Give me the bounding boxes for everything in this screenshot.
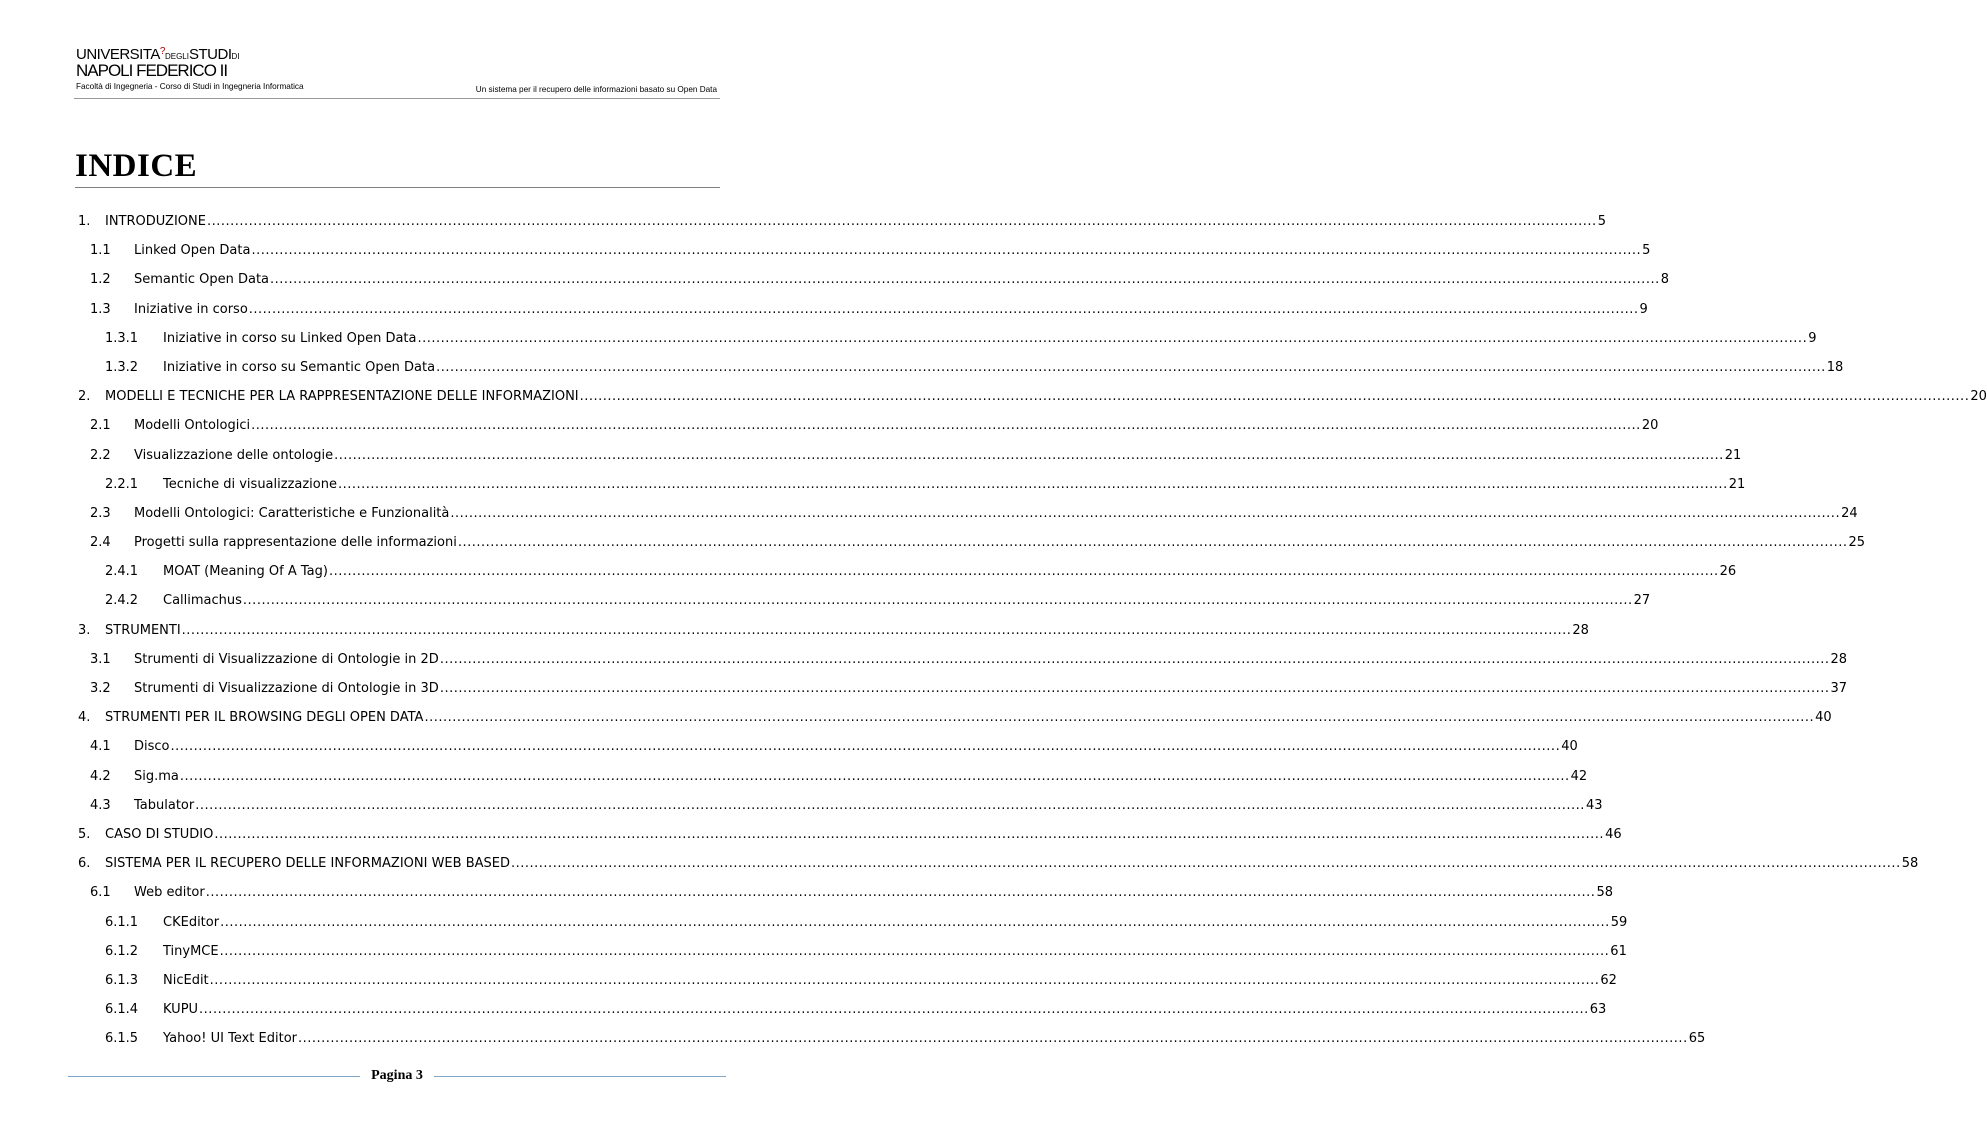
logo-text-degli: DEGLI xyxy=(164,52,189,61)
toc-entry-number: 3.1 xyxy=(90,651,111,667)
toc-entry-page: 28 xyxy=(1830,651,1848,667)
toc-dot-leader: ............................................................................................................................................................................................................................................................................................................ xyxy=(206,214,1597,229)
toc-entry-number: 2.4 xyxy=(90,535,111,551)
toc-entry[interactable] xyxy=(75,556,1737,585)
toc-dot-leader: ............................................................................................................................................................................................................................................................................................................ xyxy=(457,535,1848,551)
toc-entry-page: 65 xyxy=(1688,1031,1706,1047)
toc-entry[interactable] xyxy=(75,731,1578,760)
university-logo-line2: NAPOLI FEDERICO II xyxy=(76,61,228,80)
toc-entry-page: 8 xyxy=(1660,272,1669,288)
toc-entry-title: TinyMCE xyxy=(163,943,219,959)
toc-entry-number: 6. xyxy=(78,856,91,872)
toc-entry-page: 20 xyxy=(1970,389,1987,405)
toc-entry-title: Progetti sulla rappresentazione delle informazioni xyxy=(134,535,457,551)
toc-entry[interactable] xyxy=(75,1023,1706,1052)
toc-entry[interactable] xyxy=(75,527,1866,556)
toc-entry-number: 3.2 xyxy=(90,681,111,696)
toc-entry-number: 4.2 xyxy=(90,768,111,784)
toc-entry[interactable] xyxy=(75,206,1606,235)
toc-entry-number: 6.1.5 xyxy=(105,1031,139,1047)
toc-entry-page: 40 xyxy=(1815,710,1832,726)
toc-entry[interactable] xyxy=(75,644,1848,673)
toc-entry[interactable] xyxy=(75,615,1589,644)
toc-dot-leader: ............................................................................................................................................................................................................................................................................................................ xyxy=(439,681,1830,696)
toc-entry-page: 20 xyxy=(1641,418,1659,434)
toc-dot-leader: ............................................................................................................................................................................................................................................................................................................ xyxy=(179,768,1570,784)
toc-dot-leader: ............................................................................................................................................................................................................................................................................................................ xyxy=(417,330,1808,346)
logo-text-universita: UNIVERSITA xyxy=(76,46,160,63)
toc-entry-title: Tecniche di visualizzazione xyxy=(163,476,337,492)
toc-entry-page: 63 xyxy=(1589,1002,1607,1018)
table-of-contents xyxy=(75,206,1987,1052)
toc-entry-number: 1. xyxy=(78,214,91,229)
faculty-text: Facoltà di Ingegneria - Corso di Studi in Ingegneria Informatica xyxy=(76,82,304,91)
toc-entry-title: Disco xyxy=(134,739,170,755)
toc-entry-page: 62 xyxy=(1600,972,1617,988)
toc-dot-leader: ............................................................................................................................................................................................................................................................................................................ xyxy=(439,651,1830,667)
toc-entry-title: MOAT (Meaning Of A Tag) xyxy=(163,564,328,580)
toc-dot-leader: ............................................................................................................................................................................................................................................................................................................ xyxy=(195,797,1585,813)
toc-dot-leader: ............................................................................................................................................................................................................................................................................................................ xyxy=(209,972,1600,988)
toc-entry[interactable] xyxy=(75,440,1742,469)
toc-entry-title: STRUMENTI PER IL BROWSING DEGLI OPEN DATA xyxy=(105,710,424,726)
toc-entry[interactable] xyxy=(75,235,1651,264)
toc-entry-page: 24 xyxy=(1841,505,1858,521)
toc-entry-number: 1.1 xyxy=(90,243,111,259)
toc-entry[interactable] xyxy=(75,469,1746,498)
toc-dot-leader: ............................................................................................................................................................................................................................................................................................................ xyxy=(242,593,1633,609)
logo-mark-icon: ? xyxy=(159,46,165,57)
toc-entry[interactable] xyxy=(75,790,1603,819)
toc-entry[interactable] xyxy=(75,848,1919,877)
toc-entry-title: CASO DI STUDIO xyxy=(105,826,214,842)
toc-entry[interactable] xyxy=(75,907,1628,936)
toc-entry-page: 46 xyxy=(1605,826,1622,842)
toc-entry[interactable] xyxy=(75,323,1817,352)
toc-entry[interactable] xyxy=(75,761,1588,790)
toc-entry-page: 25 xyxy=(1848,535,1866,551)
toc-entry[interactable] xyxy=(75,994,1607,1023)
toc-entry-number: 2.2.1 xyxy=(105,476,139,492)
toc-entry[interactable] xyxy=(75,936,1627,965)
toc-dot-leader: ............................................................................................................................................................................................................................................................................................................ xyxy=(170,739,1561,755)
toc-entry-title: NicEdit xyxy=(163,972,209,988)
toc-entry-title: Semantic Open Data xyxy=(134,272,270,288)
toc-entry-number: 4. xyxy=(78,710,91,726)
page-header xyxy=(74,44,720,99)
title-divider xyxy=(75,187,720,188)
toc-entry-page: 5 xyxy=(1597,214,1606,229)
toc-entry[interactable] xyxy=(75,352,1844,381)
toc-entry-page: 27 xyxy=(1633,593,1651,609)
toc-entry-page: 5 xyxy=(1642,243,1651,259)
logo-text-di: DI xyxy=(231,52,240,61)
toc-entry-title: Yahoo! UI Text Editor xyxy=(163,1031,297,1047)
toc-entry[interactable] xyxy=(75,702,1832,731)
page-title: INDICE xyxy=(75,148,198,184)
toc-entry[interactable] xyxy=(75,264,1669,293)
toc-entry-page: 9 xyxy=(1808,330,1817,346)
toc-entry-number: 2.3 xyxy=(90,505,111,521)
toc-entry-number: 2. xyxy=(78,389,91,405)
toc-entry-title: KUPU xyxy=(163,1002,199,1018)
toc-entry[interactable] xyxy=(75,498,1858,527)
toc-entry-page: 59 xyxy=(1610,914,1628,930)
toc-entry-title: Iniziative in corso su Linked Open Data xyxy=(163,330,417,346)
toc-dot-leader: ............................................................................................................................................................................................................................................................................................................ xyxy=(220,914,1610,930)
toc-dot-leader: ............................................................................................................................................................................................................................................................................................................ xyxy=(205,885,1596,901)
toc-entry-number: 1.3.1 xyxy=(105,330,139,346)
toc-entry[interactable] xyxy=(75,965,1617,994)
toc-dot-leader: ............................................................................................................................................................................................................................................................................................................ xyxy=(270,272,1660,288)
toc-entry-title: STRUMENTI xyxy=(105,622,181,638)
toc-entry-page: 42 xyxy=(1570,768,1588,784)
toc-entry-number: 4.3 xyxy=(90,797,111,813)
toc-entry-page: 26 xyxy=(1719,564,1737,580)
toc-entry-number: 6.1.2 xyxy=(105,943,139,959)
toc-entry-number: 6.1.4 xyxy=(105,1002,139,1018)
toc-entry-number: 2.4.2 xyxy=(105,593,139,609)
toc-entry-title: Strumenti di Visualizzazione di Ontologie in 3D xyxy=(134,681,439,696)
toc-entry-number: 3. xyxy=(78,622,91,638)
document-subtitle: Un sistema per il recupero delle informazioni basato su Open Data xyxy=(475,85,717,94)
toc-entry-page: 21 xyxy=(1728,476,1746,492)
toc-dot-leader: ............................................................................................................................................................................................................................................................................................................ xyxy=(511,856,1901,872)
toc-entry[interactable] xyxy=(75,819,1622,848)
toc-dot-leader: ............................................................................................................................................................................................................................................................................................................ xyxy=(214,826,1605,842)
toc-entry-number: 4.1 xyxy=(90,739,111,755)
toc-entry-title: Modelli Ontologici xyxy=(134,418,251,434)
toc-entry-title: Linked Open Data xyxy=(134,243,251,259)
toc-entry-page: 37 xyxy=(1830,681,1848,696)
toc-entry-page: 58 xyxy=(1901,856,1919,872)
toc-entry-title: MODELLI E TECNICHE PER LA RAPPRESENTAZIONE DELLE INFORMAZIONI xyxy=(105,389,579,405)
toc-entry-title: Web editor xyxy=(134,885,205,901)
toc-entry-page: 21 xyxy=(1724,447,1742,463)
toc-entry[interactable] xyxy=(75,381,1987,410)
toc-dot-leader: ............................................................................................................................................................................................................................................................................................................ xyxy=(338,476,1728,492)
toc-entry-number: 6.1 xyxy=(90,885,111,901)
toc-dot-leader: ............................................................................................................................................................................................................................................................................................................ xyxy=(251,418,1641,434)
toc-dot-leader: ............................................................................................................................................................................................................................................................................................................ xyxy=(298,1031,1688,1047)
toc-entry-page: 9 xyxy=(1639,301,1648,317)
toc-entry-page: 43 xyxy=(1585,797,1603,813)
toc-entry-number: 2.2 xyxy=(90,447,111,463)
toc-entry-number: 1.2 xyxy=(90,272,111,288)
toc-entry-number: 6.1.3 xyxy=(105,972,139,988)
toc-entry-number: 6.1.1 xyxy=(105,914,139,930)
toc-entry[interactable] xyxy=(75,294,1648,323)
toc-entry-title: CKEditor xyxy=(163,914,220,930)
toc-entry-title: Iniziative in corso su Semantic Open Data xyxy=(163,359,436,375)
toc-dot-leader: ............................................................................................................................................................................................................................................................................................................ xyxy=(334,447,1724,463)
page-footer xyxy=(68,1065,726,1089)
toc-entry-number: 1.3.2 xyxy=(105,359,139,375)
toc-entry-page: 40 xyxy=(1561,739,1578,755)
toc-dot-leader: ............................................................................................................................................................................................................................................................................................................ xyxy=(450,505,1841,521)
toc-dot-leader: ............................................................................................................................................................................................................................................................................................................ xyxy=(436,359,1826,375)
toc-entry-number: 2.4.1 xyxy=(105,564,139,580)
toc-entry[interactable] xyxy=(75,585,1651,614)
toc-entry-number: 1.3 xyxy=(90,301,111,317)
toc-entry-title: Visualizzazione delle ontologie xyxy=(134,447,334,463)
toc-entry-page: 28 xyxy=(1572,622,1589,638)
toc-entry-page: 61 xyxy=(1610,943,1627,959)
logo-text-studi: STUDI xyxy=(188,46,232,63)
toc-entry[interactable] xyxy=(75,877,1613,906)
page-number: Pagina 3 xyxy=(371,1068,423,1083)
toc-dot-leader: ............................................................................................................................................................................................................................................................................................................ xyxy=(199,1002,1589,1018)
toc-entry-number: 2.1 xyxy=(90,418,111,434)
toc-entry-page: 18 xyxy=(1826,359,1844,375)
toc-entry-title: SISTEMA PER IL RECUPERO DELLE INFORMAZIONI WEB BASED xyxy=(105,856,510,872)
toc-dot-leader: ............................................................................................................................................................................................................................................................................................................ xyxy=(248,301,1639,317)
toc-entry-title: Modelli Ontologici: Caratteristiche e Funzionalità xyxy=(134,505,450,521)
toc-entry[interactable] xyxy=(75,410,1659,439)
toc-dot-leader: ............................................................................................................................................................................................................................................................................................................ xyxy=(579,389,1970,405)
toc-entry-title: INTRODUZIONE xyxy=(105,214,206,229)
toc-entry-title: Strumenti di Visualizzazione di Ontologie in 2D xyxy=(134,651,439,667)
toc-entry-title: Iniziative in corso xyxy=(134,301,248,317)
toc-entry-title: Sig.ma xyxy=(134,768,179,784)
toc-entry-title: Tabulator xyxy=(134,797,195,813)
toc-entry-title: Callimachus xyxy=(163,593,242,609)
toc-dot-leader: ............................................................................................................................................................................................................................................................................................................ xyxy=(181,622,1572,638)
toc-dot-leader: ............................................................................................................................................................................................................................................................................................................ xyxy=(251,243,1642,259)
toc-dot-leader: ............................................................................................................................................................................................................................................................................................................ xyxy=(328,564,1719,580)
toc-dot-leader: ............................................................................................................................................................................................................................................................................................................ xyxy=(424,710,1815,726)
toc-entry-page: 58 xyxy=(1596,885,1613,901)
toc-entry[interactable] xyxy=(75,673,1848,702)
toc-dot-leader: ............................................................................................................................................................................................................................................................................................................ xyxy=(219,943,1610,959)
toc-entry-number: 5. xyxy=(78,826,91,842)
